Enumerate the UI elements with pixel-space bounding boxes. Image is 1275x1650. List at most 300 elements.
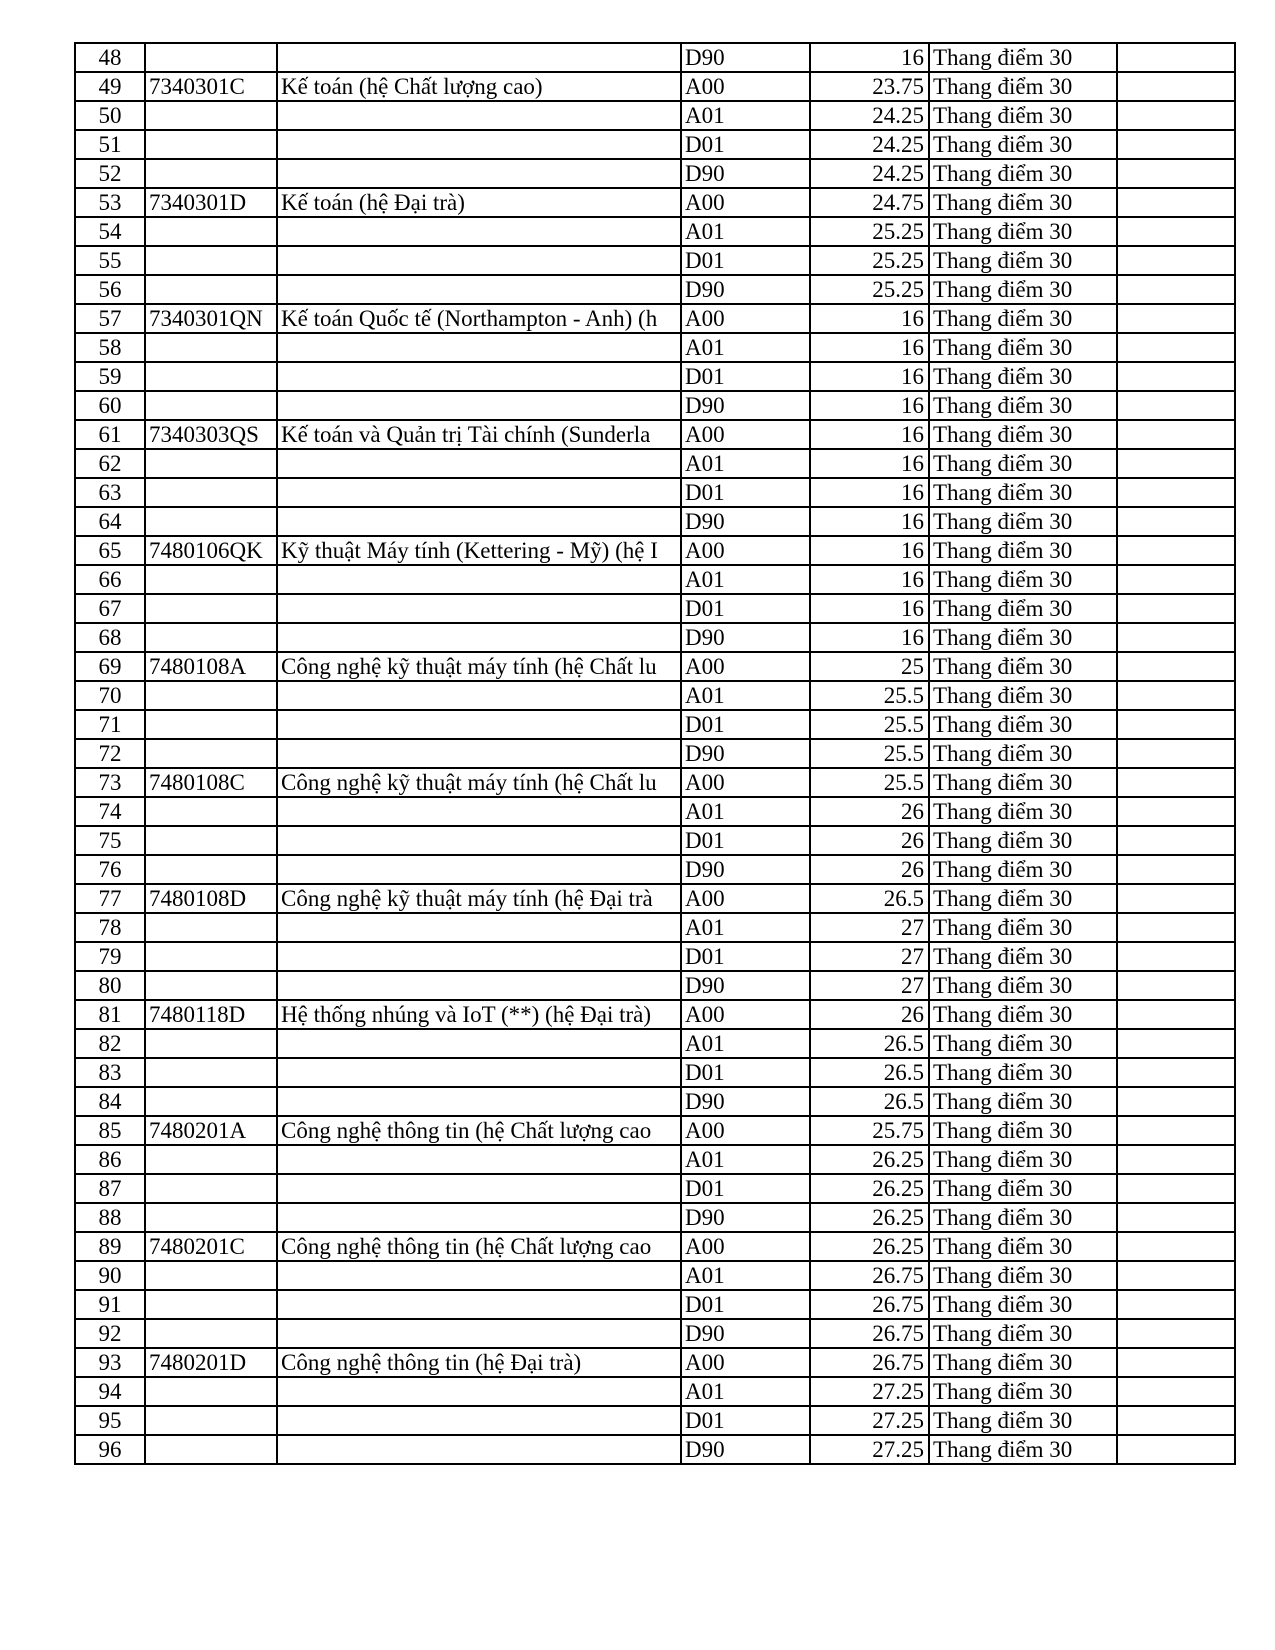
row-number-cell: 73: [75, 768, 145, 797]
scale-cell: Thang điểm 30: [929, 130, 1117, 159]
subject-combo-cell: D01: [681, 1290, 810, 1319]
row-number-cell: 65: [75, 536, 145, 565]
major-code-cell: [145, 1174, 277, 1203]
row-number-cell: 75: [75, 826, 145, 855]
score-cell: 24.75: [810, 188, 929, 217]
major-name-cell: Công nghệ thông tin (hệ Chất lượng cao: [277, 1232, 681, 1261]
note-cell: [1117, 188, 1235, 217]
major-code-cell: 7480201C: [145, 1232, 277, 1261]
table-row: [75, 1377, 1235, 1406]
table-row: [75, 710, 1235, 739]
note-cell: [1117, 681, 1235, 710]
major-code-cell: [145, 1290, 277, 1319]
score-cell: 25: [810, 652, 929, 681]
note-cell: [1117, 391, 1235, 420]
major-code-cell: [145, 681, 277, 710]
subject-combo-cell: D01: [681, 478, 810, 507]
scale-cell: Thang điểm 30: [929, 826, 1117, 855]
note-cell: [1117, 1000, 1235, 1029]
table-row: [75, 1029, 1235, 1058]
score-cell: 16: [810, 391, 929, 420]
major-name-cell: [277, 217, 681, 246]
table-row: [75, 1145, 1235, 1174]
scale-cell: Thang điểm 30: [929, 159, 1117, 188]
score-cell: 24.25: [810, 159, 929, 188]
score-cell: 27.25: [810, 1406, 929, 1435]
scale-cell: Thang điểm 30: [929, 1058, 1117, 1087]
major-name-cell: [277, 1406, 681, 1435]
subject-combo-cell: A01: [681, 217, 810, 246]
note-cell: [1117, 43, 1235, 72]
scale-cell: Thang điểm 30: [929, 1145, 1117, 1174]
table-row: [75, 1406, 1235, 1435]
note-cell: [1117, 1174, 1235, 1203]
scale-cell: Thang điểm 30: [929, 420, 1117, 449]
row-number-cell: 64: [75, 507, 145, 536]
major-name-cell: [277, 1377, 681, 1406]
subject-combo-cell: A00: [681, 188, 810, 217]
row-number-cell: 83: [75, 1058, 145, 1087]
subject-combo-cell: D90: [681, 971, 810, 1000]
major-code-cell: [145, 1406, 277, 1435]
score-cell: 24.25: [810, 130, 929, 159]
note-cell: [1117, 971, 1235, 1000]
major-name-cell: [277, 1145, 681, 1174]
subject-combo-cell: A00: [681, 1000, 810, 1029]
score-cell: 27: [810, 942, 929, 971]
scale-cell: Thang điểm 30: [929, 623, 1117, 652]
row-number-cell: 51: [75, 130, 145, 159]
major-code-cell: [145, 594, 277, 623]
table-row: [75, 130, 1235, 159]
major-code-cell: [145, 942, 277, 971]
major-code-cell: [145, 507, 277, 536]
row-number-cell: 79: [75, 942, 145, 971]
score-cell: 26.5: [810, 1087, 929, 1116]
row-number-cell: 77: [75, 884, 145, 913]
major-code-cell: 7340303QS: [145, 420, 277, 449]
score-cell: 26.75: [810, 1319, 929, 1348]
major-name-cell: [277, 855, 681, 884]
major-name-cell: Kế toán (hệ Đại trà): [277, 188, 681, 217]
major-code-cell: 7480108D: [145, 884, 277, 913]
table-row: [75, 43, 1235, 72]
score-cell: 27: [810, 971, 929, 1000]
score-cell: 27: [810, 913, 929, 942]
note-cell: [1117, 536, 1235, 565]
score-cell: 27.25: [810, 1377, 929, 1406]
table-row: [75, 536, 1235, 565]
row-number-cell: 87: [75, 1174, 145, 1203]
row-number-cell: 95: [75, 1406, 145, 1435]
major-name-cell: [277, 275, 681, 304]
note-cell: [1117, 797, 1235, 826]
subject-combo-cell: D90: [681, 1319, 810, 1348]
table-row: [75, 275, 1235, 304]
major-name-cell: [277, 391, 681, 420]
major-code-cell: 7480108A: [145, 652, 277, 681]
score-cell: 26.5: [810, 1029, 929, 1058]
major-name-cell: [277, 1290, 681, 1319]
major-code-cell: [145, 1261, 277, 1290]
score-cell: 25.25: [810, 275, 929, 304]
major-code-cell: [145, 333, 277, 362]
score-cell: 16: [810, 304, 929, 333]
major-name-cell: Kế toán (hệ Chất lượng cao): [277, 72, 681, 101]
row-number-cell: 96: [75, 1435, 145, 1464]
subject-combo-cell: A00: [681, 1232, 810, 1261]
major-code-cell: [145, 101, 277, 130]
major-code-cell: 7480106QK: [145, 536, 277, 565]
major-name-cell: Công nghệ thông tin (hệ Đại trà): [277, 1348, 681, 1377]
subject-combo-cell: D90: [681, 43, 810, 72]
major-name-cell: [277, 449, 681, 478]
row-number-cell: 82: [75, 1029, 145, 1058]
table-row: [75, 594, 1235, 623]
major-name-cell: [277, 1058, 681, 1087]
table-body: [75, 43, 1235, 1464]
major-name-cell: [277, 362, 681, 391]
scale-cell: Thang điểm 30: [929, 710, 1117, 739]
row-number-cell: 85: [75, 1116, 145, 1145]
score-cell: 26.5: [810, 1058, 929, 1087]
subject-combo-cell: D01: [681, 710, 810, 739]
subject-combo-cell: D01: [681, 826, 810, 855]
subject-combo-cell: A00: [681, 1116, 810, 1145]
subject-combo-cell: A01: [681, 913, 810, 942]
note-cell: [1117, 1377, 1235, 1406]
row-number-cell: 90: [75, 1261, 145, 1290]
major-code-cell: 7340301D: [145, 188, 277, 217]
subject-combo-cell: D01: [681, 594, 810, 623]
table-row: [75, 507, 1235, 536]
scale-cell: Thang điểm 30: [929, 43, 1117, 72]
scale-cell: Thang điểm 30: [929, 855, 1117, 884]
major-code-cell: [145, 855, 277, 884]
major-code-cell: [145, 1058, 277, 1087]
score-cell: 25.75: [810, 1116, 929, 1145]
table-row: [75, 1348, 1235, 1377]
note-cell: [1117, 913, 1235, 942]
score-cell: 26: [810, 797, 929, 826]
table-row: [75, 188, 1235, 217]
major-name-cell: [277, 594, 681, 623]
subject-combo-cell: D90: [681, 159, 810, 188]
major-name-cell: Công nghệ thông tin (hệ Chất lượng cao: [277, 1116, 681, 1145]
major-code-cell: [145, 710, 277, 739]
scale-cell: Thang điểm 30: [929, 101, 1117, 130]
major-name-cell: [277, 333, 681, 362]
major-code-cell: 7340301QN: [145, 304, 277, 333]
table-row: [75, 768, 1235, 797]
table-row: [75, 826, 1235, 855]
scale-cell: Thang điểm 30: [929, 72, 1117, 101]
table-row: [75, 1290, 1235, 1319]
note-cell: [1117, 1116, 1235, 1145]
table-row: [75, 1087, 1235, 1116]
note-cell: [1117, 739, 1235, 768]
scale-cell: Thang điểm 30: [929, 1319, 1117, 1348]
major-name-cell: Hệ thống nhúng và IoT (**) (hệ Đại trà): [277, 1000, 681, 1029]
major-name-cell: [277, 913, 681, 942]
row-number-cell: 57: [75, 304, 145, 333]
major-code-cell: [145, 43, 277, 72]
row-number-cell: 76: [75, 855, 145, 884]
row-number-cell: 53: [75, 188, 145, 217]
note-cell: [1117, 1058, 1235, 1087]
scale-cell: Thang điểm 30: [929, 797, 1117, 826]
score-cell: 16: [810, 623, 929, 652]
scale-cell: Thang điểm 30: [929, 1232, 1117, 1261]
major-name-cell: [277, 971, 681, 1000]
scale-cell: Thang điểm 30: [929, 739, 1117, 768]
row-number-cell: 63: [75, 478, 145, 507]
score-cell: 16: [810, 362, 929, 391]
note-cell: [1117, 1029, 1235, 1058]
score-cell: 26.25: [810, 1232, 929, 1261]
row-number-cell: 59: [75, 362, 145, 391]
score-cell: 23.75: [810, 72, 929, 101]
table-row: [75, 72, 1235, 101]
score-cell: 25.5: [810, 768, 929, 797]
scale-cell: Thang điểm 30: [929, 594, 1117, 623]
subject-combo-cell: A01: [681, 449, 810, 478]
table-row: [75, 333, 1235, 362]
row-number-cell: 50: [75, 101, 145, 130]
table-row: [75, 217, 1235, 246]
table-row: [75, 797, 1235, 826]
major-name-cell: [277, 710, 681, 739]
row-number-cell: 62: [75, 449, 145, 478]
score-cell: 26: [810, 826, 929, 855]
table-row: [75, 1058, 1235, 1087]
row-number-cell: 54: [75, 217, 145, 246]
major-name-cell: [277, 101, 681, 130]
scale-cell: Thang điểm 30: [929, 652, 1117, 681]
note-cell: [1117, 217, 1235, 246]
note-cell: [1117, 826, 1235, 855]
scale-cell: Thang điểm 30: [929, 246, 1117, 275]
score-cell: 26.25: [810, 1145, 929, 1174]
score-cell: 26.5: [810, 884, 929, 913]
note-cell: [1117, 1261, 1235, 1290]
scale-cell: Thang điểm 30: [929, 217, 1117, 246]
score-cell: 16: [810, 333, 929, 362]
table-row: [75, 1232, 1235, 1261]
note-cell: [1117, 1145, 1235, 1174]
scale-cell: Thang điểm 30: [929, 478, 1117, 507]
row-number-cell: 80: [75, 971, 145, 1000]
scale-cell: Thang điểm 30: [929, 449, 1117, 478]
score-cell: 24.25: [810, 101, 929, 130]
scale-cell: Thang điểm 30: [929, 1261, 1117, 1290]
subject-combo-cell: D90: [681, 1203, 810, 1232]
row-number-cell: 78: [75, 913, 145, 942]
subject-combo-cell: A01: [681, 1377, 810, 1406]
note-cell: [1117, 855, 1235, 884]
row-number-cell: 49: [75, 72, 145, 101]
row-number-cell: 69: [75, 652, 145, 681]
score-cell: 16: [810, 449, 929, 478]
row-number-cell: 81: [75, 1000, 145, 1029]
note-cell: [1117, 449, 1235, 478]
major-code-cell: [145, 739, 277, 768]
score-cell: 16: [810, 43, 929, 72]
note-cell: [1117, 942, 1235, 971]
subject-combo-cell: A01: [681, 1261, 810, 1290]
note-cell: [1117, 1348, 1235, 1377]
table-row: [75, 971, 1235, 1000]
major-code-cell: [145, 391, 277, 420]
major-name-cell: [277, 1319, 681, 1348]
score-cell: 27.25: [810, 1435, 929, 1464]
major-code-cell: [145, 130, 277, 159]
table-row: [75, 420, 1235, 449]
score-cell: 16: [810, 478, 929, 507]
note-cell: [1117, 101, 1235, 130]
major-code-cell: [145, 1145, 277, 1174]
scale-cell: Thang điểm 30: [929, 1029, 1117, 1058]
score-cell: 26.75: [810, 1261, 929, 1290]
major-name-cell: [277, 623, 681, 652]
subject-combo-cell: A01: [681, 797, 810, 826]
row-number-cell: 52: [75, 159, 145, 188]
subject-combo-cell: A00: [681, 72, 810, 101]
row-number-cell: 94: [75, 1377, 145, 1406]
row-number-cell: 56: [75, 275, 145, 304]
note-cell: [1117, 362, 1235, 391]
major-name-cell: Kế toán và Quản trị Tài chính (Sunderla: [277, 420, 681, 449]
major-name-cell: [277, 1203, 681, 1232]
note-cell: [1117, 507, 1235, 536]
row-number-cell: 66: [75, 565, 145, 594]
scale-cell: Thang điểm 30: [929, 536, 1117, 565]
table-row: [75, 623, 1235, 652]
note-cell: [1117, 420, 1235, 449]
major-name-cell: [277, 1435, 681, 1464]
score-cell: 26: [810, 855, 929, 884]
row-number-cell: 71: [75, 710, 145, 739]
subject-combo-cell: D01: [681, 942, 810, 971]
major-code-cell: [145, 1377, 277, 1406]
major-code-cell: [145, 362, 277, 391]
score-cell: 26.25: [810, 1174, 929, 1203]
score-cell: 26: [810, 1000, 929, 1029]
scale-cell: Thang điểm 30: [929, 1435, 1117, 1464]
major-name-cell: Công nghệ kỹ thuật máy tính (hệ Chất lu: [277, 652, 681, 681]
note-cell: [1117, 275, 1235, 304]
note-cell: [1117, 304, 1235, 333]
table-row: [75, 1261, 1235, 1290]
scale-cell: Thang điểm 30: [929, 1000, 1117, 1029]
table-row: [75, 101, 1235, 130]
major-name-cell: [277, 246, 681, 275]
subject-combo-cell: D01: [681, 362, 810, 391]
row-number-cell: 74: [75, 797, 145, 826]
subject-combo-cell: A01: [681, 1145, 810, 1174]
table-row: [75, 565, 1235, 594]
score-cell: 25.5: [810, 681, 929, 710]
major-code-cell: [145, 826, 277, 855]
major-code-cell: [145, 1029, 277, 1058]
table-row: [75, 1435, 1235, 1464]
subject-combo-cell: D90: [681, 623, 810, 652]
scale-cell: Thang điểm 30: [929, 1406, 1117, 1435]
note-cell: [1117, 1406, 1235, 1435]
major-name-cell: [277, 1174, 681, 1203]
major-code-cell: [145, 159, 277, 188]
subject-combo-cell: D01: [681, 1174, 810, 1203]
subject-combo-cell: D01: [681, 1058, 810, 1087]
table-row: [75, 1000, 1235, 1029]
note-cell: [1117, 333, 1235, 362]
admission-score-table: [74, 42, 1236, 1465]
major-name-cell: [277, 826, 681, 855]
score-cell: 25.25: [810, 217, 929, 246]
scale-cell: Thang điểm 30: [929, 971, 1117, 1000]
subject-combo-cell: A00: [681, 420, 810, 449]
major-code-cell: [145, 246, 277, 275]
major-name-cell: [277, 1261, 681, 1290]
row-number-cell: 67: [75, 594, 145, 623]
scale-cell: Thang điểm 30: [929, 1116, 1117, 1145]
scale-cell: Thang điểm 30: [929, 1087, 1117, 1116]
table-row: [75, 739, 1235, 768]
row-number-cell: 91: [75, 1290, 145, 1319]
major-code-cell: 7480108C: [145, 768, 277, 797]
note-cell: [1117, 710, 1235, 739]
subject-combo-cell: A00: [681, 768, 810, 797]
table-row: [75, 942, 1235, 971]
major-code-cell: [145, 623, 277, 652]
subject-combo-cell: D90: [681, 1087, 810, 1116]
table-row: [75, 1116, 1235, 1145]
row-number-cell: 89: [75, 1232, 145, 1261]
major-code-cell: [145, 275, 277, 304]
table-row: [75, 1319, 1235, 1348]
note-cell: [1117, 246, 1235, 275]
note-cell: [1117, 130, 1235, 159]
scale-cell: Thang điểm 30: [929, 942, 1117, 971]
table-row: [75, 913, 1235, 942]
note-cell: [1117, 1319, 1235, 1348]
major-name-cell: Công nghệ kỹ thuật máy tính (hệ Đại trà: [277, 884, 681, 913]
table-row: [75, 478, 1235, 507]
row-number-cell: 88: [75, 1203, 145, 1232]
major-name-cell: [277, 159, 681, 188]
subject-combo-cell: D90: [681, 391, 810, 420]
row-number-cell: 55: [75, 246, 145, 275]
note-cell: [1117, 1290, 1235, 1319]
major-name-cell: [277, 942, 681, 971]
subject-combo-cell: D90: [681, 1435, 810, 1464]
table-row: [75, 304, 1235, 333]
subject-combo-cell: D01: [681, 246, 810, 275]
major-code-cell: [145, 797, 277, 826]
subject-combo-cell: D01: [681, 130, 810, 159]
major-name-cell: [277, 478, 681, 507]
table-row: [75, 884, 1235, 913]
scale-cell: Thang điểm 30: [929, 188, 1117, 217]
note-cell: [1117, 768, 1235, 797]
score-cell: 25.5: [810, 739, 929, 768]
note-cell: [1117, 1087, 1235, 1116]
major-code-cell: [145, 217, 277, 246]
scale-cell: Thang điểm 30: [929, 565, 1117, 594]
score-cell: 25.5: [810, 710, 929, 739]
score-cell: 16: [810, 594, 929, 623]
row-number-cell: 70: [75, 681, 145, 710]
